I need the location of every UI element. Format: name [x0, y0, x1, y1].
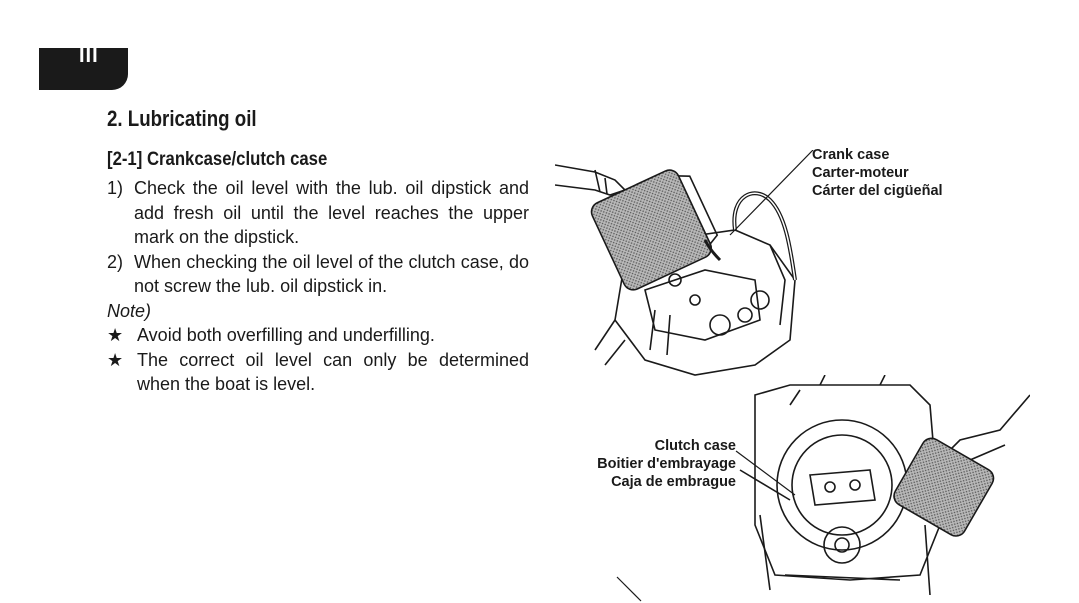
- step-number: 2): [107, 251, 124, 272]
- clutch-case-illustration: [730, 375, 1030, 603]
- note-item: [107, 348, 529, 397]
- note-text: Avoid both overfilling and underfilling.: [137, 325, 435, 345]
- step-text: When checking the oil level of the clutch case, do not screw the lub. oil dipstick in.: [134, 251, 529, 296]
- note-text: The correct oil level can only be determined when the boat is level.: [137, 349, 529, 394]
- step-text: Check the oil level with the lub. oil dipstick and add fresh oil until the level reaches the upper mark on the dipstick.: [134, 178, 529, 247]
- step-item: [107, 176, 529, 250]
- leader-line: [615, 575, 645, 603]
- crankcase-illustration: [555, 150, 815, 380]
- section-title: 2. Lubricating oil: [107, 106, 257, 131]
- section-tab-label: III: [79, 45, 99, 67]
- instructions: [107, 176, 529, 397]
- label-line: Caja de embrague: [611, 474, 736, 490]
- star-bullet-icon: ★: [107, 349, 124, 370]
- star-bullet-icon: ★: [107, 325, 124, 345]
- note-label: Note): [107, 300, 152, 321]
- label-line: Cárter del cigüeñal: [812, 183, 943, 199]
- clutch-case-label: [556, 437, 736, 491]
- label-line: Clutch case: [654, 438, 736, 454]
- label-line: Crank case: [812, 147, 890, 163]
- subsection-title: [2-1] Crankcase/clutch case: [107, 149, 328, 170]
- label-line: Carter-moteur: [812, 165, 909, 181]
- section-tab: [39, 45, 128, 90]
- step-number: 1): [107, 178, 124, 198]
- note-item: [107, 323, 529, 348]
- step-item: [107, 250, 529, 299]
- crank-case-label: [812, 146, 943, 200]
- label-line: Boitier d'embrayage: [597, 456, 736, 472]
